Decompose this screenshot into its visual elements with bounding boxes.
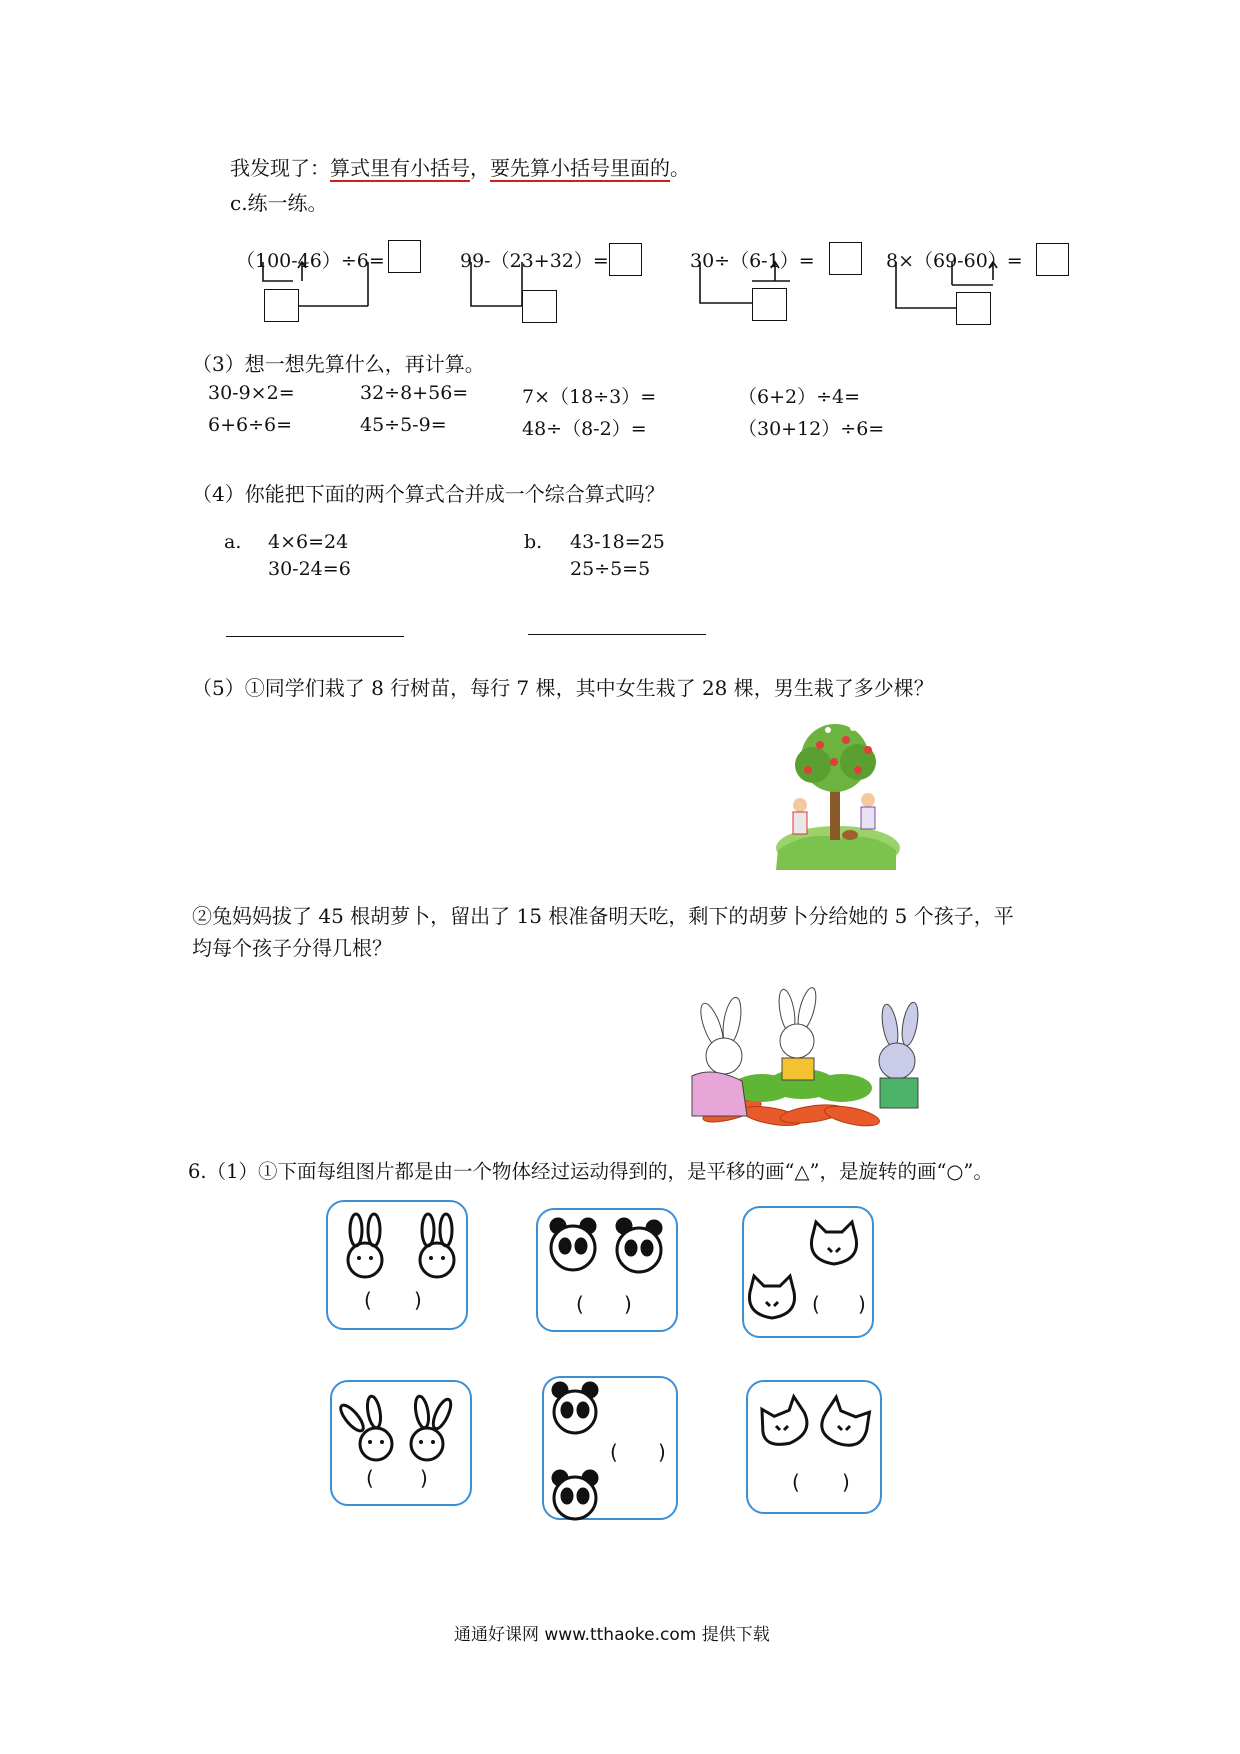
rabbit-head-icon [332,1382,474,1508]
calc-item: 30-9×2= [208,382,295,404]
tree-children-illustration [768,720,898,870]
section3-heading: （3）想一想先算什么，再计算。 [192,352,485,376]
answer-paren-left[interactable]: ( [610,1440,618,1464]
answer-paren-right[interactable]: ) [842,1470,850,1494]
motion-card [746,1380,882,1514]
group-b-line2: 25÷5=5 [570,558,651,580]
step-expr-4: 8×（69-60）= [886,250,1023,272]
step-expr-2: 99-（23+32）= [460,250,609,272]
footer-source: 通通好课网 www.tthaoke.com 提供下载 [454,1625,770,1645]
calc-item: 32÷8+56= [360,382,469,404]
answer-paren-left[interactable]: ( [366,1466,374,1490]
answer-box[interactable] [829,242,862,275]
step-expr-3: 30÷（6-1）= [690,250,815,272]
answer-paren-right[interactable]: ) [658,1440,666,1464]
motion-card [536,1208,678,1332]
section5-q2-line2: 均每个孩子分得几根？ [192,936,392,960]
group-a-label: a. [224,531,242,553]
rabbits-carrots-illustration [652,976,952,1136]
section5-q1: （5）①同学们栽了 8 行树苗，每行 7 棵，其中女生栽了 28 棵，男生栽了多少棵？ [192,676,934,700]
calc-item: 45÷5-9= [360,414,447,436]
discovery-comma: ， [470,156,490,180]
answer-paren-left[interactable]: ( [792,1470,800,1494]
motion-card [330,1380,472,1506]
section4-heading: （4）你能把下面的两个算式合并成一个综合算式吗？ [192,482,665,506]
calc-item: 7×（18÷3）= [522,386,657,408]
group-b-line1: 43-18=25 [570,531,665,553]
answer-paren-right[interactable]: ) [858,1292,866,1316]
section6-heading: 6.（1）①下面每组图片都是由一个物体经过运动得到的，是平移的画“△”，是旋转的画“○”。 [188,1160,993,1183]
tiger-head-icon [748,1382,884,1516]
group-a-line2: 30-24=6 [268,558,351,580]
answer-paren-left[interactable]: ( [364,1288,372,1312]
step-expr-1: （100-46）÷6= [236,250,385,272]
motion-card [326,1200,468,1330]
group-b-label: b. [524,531,543,553]
answer-paren-right[interactable]: ) [414,1288,422,1312]
calc-item: 6+6÷6= [208,414,293,436]
discovery-rule-part1: 算式里有小括号 [330,156,470,180]
group-a-line1: 4×6=24 [268,531,349,553]
tiger-head-icon [744,1208,876,1340]
step-box[interactable] [956,292,991,325]
step-box[interactable] [752,288,787,321]
answer-paren-right[interactable]: ) [420,1466,428,1490]
motion-card [742,1206,874,1338]
discovery-prefix: 我发现了： [230,156,330,180]
answer-line-b[interactable] [528,634,706,635]
rabbit-head-icon [328,1202,470,1332]
answer-line-a[interactable] [226,636,404,637]
motion-card [542,1376,678,1520]
calc-item: 48÷（8-2）= [522,418,647,440]
section5-q2-line1: ②兔妈妈拔了 45 根胡萝卜，留出了 15 根准备明天吃，剩下的胡萝卜分给她的 5 个孩子，平 [192,904,1014,928]
answer-box[interactable] [1036,243,1069,276]
discovery-end: 。 [670,156,690,180]
answer-paren-right[interactable]: ) [624,1292,632,1316]
calc-item: （6+2）÷4= [738,386,861,408]
calc-item: （30+12）÷6= [738,418,885,440]
step-box[interactable] [522,290,557,323]
practice-label: c.练一练。 [230,191,328,215]
answer-paren-left[interactable]: ( [576,1292,584,1316]
answer-paren-left[interactable]: ( [812,1292,820,1316]
answer-box[interactable] [609,243,642,276]
panda-head-icon [538,1210,680,1334]
discovery-rule-part2: 要先算小括号里面的 [490,156,670,180]
